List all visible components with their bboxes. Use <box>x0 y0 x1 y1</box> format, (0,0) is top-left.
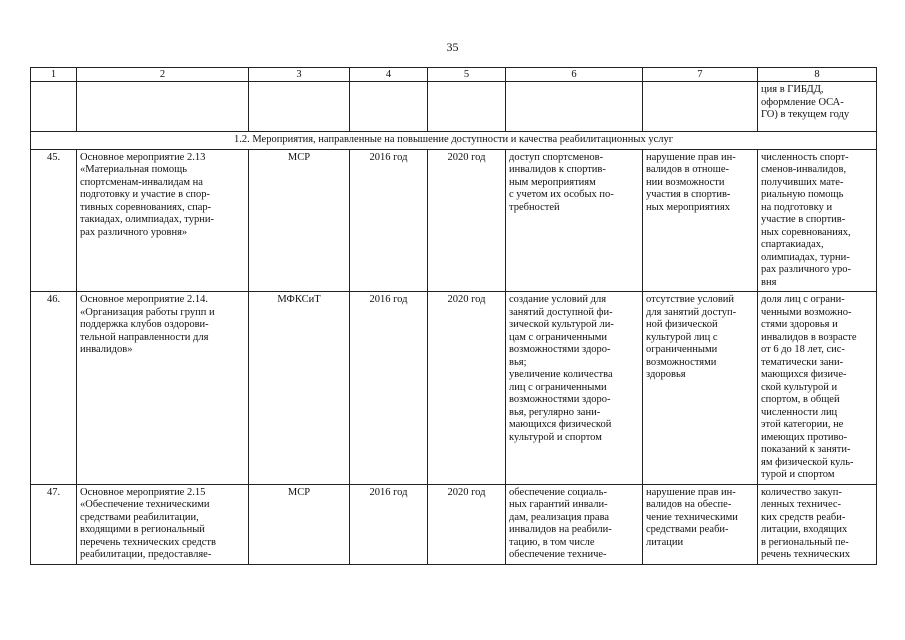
row-number: 45. <box>31 149 77 292</box>
end-year-cell: 2020 год <box>428 292 506 485</box>
column-number-row <box>31 68 877 82</box>
consequence-cell: отсутствие условий для занятий доступ- ной физической культурой лиц с ограниченными возможностями здоровья <box>643 292 758 485</box>
table-row <box>31 149 877 292</box>
section-heading-row <box>31 132 877 150</box>
expected-result-cell: обеспечение социаль- ных гарантий инвали- дам, реализация права инвалидов на реабили- тацию, в том числе обеспечение техниче- <box>506 484 643 564</box>
row-number: 47. <box>31 484 77 564</box>
executor-cell: МСР <box>249 484 350 564</box>
executor-cell: МФКСиТ <box>249 292 350 485</box>
column-number: 4 <box>350 68 428 82</box>
activity-cell: Основное мероприятие 2.13 «Материальная помощь спортсменам-инвалидам на подготовку и участие в спор- тивных соревнованиях, спар- такиадах, олимпиадах, турни- рах различного уровня» <box>77 149 249 292</box>
program-activities-table <box>30 67 877 565</box>
column-number: 6 <box>506 68 643 82</box>
table-row <box>31 484 877 564</box>
column-number: 7 <box>643 68 758 82</box>
activity-cell: Основное мероприятие 2.14. «Организация работы групп и поддержка клубов оздорови- тельной направленности для инвалидов» <box>77 292 249 485</box>
start-year-cell: 2016 год <box>350 149 428 292</box>
end-year-cell: 2020 год <box>428 149 506 292</box>
consequence-cell: нарушение прав ин- валидов на обеспе- чение техническими средствами реаби- литации <box>643 484 758 564</box>
column-number: 5 <box>428 68 506 82</box>
continuation-cell: ция в ГИБДД, оформление ОСА- ГО) в текущем году <box>758 82 877 132</box>
column-number: 1 <box>31 68 77 82</box>
column-number: 3 <box>249 68 350 82</box>
activity-cell: Основное мероприятие 2.15 «Обеспечение техническими средствами реабилитации, входящими в региональный перечень технических средств реабилитации, предоставляе- <box>77 484 249 564</box>
start-year-cell: 2016 год <box>350 484 428 564</box>
indicator-cell: доля лиц с ограни- ченными возможно- стями здоровья и инвалидов в возрасте от 6 до 18 лет, сис- тематически зани- мающихся физиче- ской культурой и спортом, в общей численности лиц этой категории, не имеющих противо- показаний к заняти- ям физической куль- турой и спортом <box>758 292 877 485</box>
indicator-cell: количество закуп- ленных техничес- ких средств реаби- литации, входящих в региональный пе- речень технических <box>758 484 877 564</box>
column-number: 2 <box>77 68 249 82</box>
page-number: 35 <box>446 40 459 54</box>
column-number: 8 <box>758 68 877 82</box>
consequence-cell: нарушение прав ин- валидов в отноше- нии возможности участия в спортив- ных мероприятиях <box>643 149 758 292</box>
end-year-cell: 2020 год <box>428 484 506 564</box>
indicator-cell: численность спорт- сменов-инвалидов, получивших мате- риальную помощь на подготовку и участие в спортив- ных соревнованиях, спартакиадах, олимпиадах, турни- рах различного уро- вня <box>758 149 877 292</box>
start-year-cell: 2016 год <box>350 292 428 485</box>
table-row <box>31 292 877 485</box>
row-number: 46. <box>31 292 77 485</box>
executor-cell: МСР <box>249 149 350 292</box>
section-title: 1.2. Мероприятия, направленные на повышение доступности и качества реабилитационных услуг <box>31 132 877 150</box>
expected-result-cell: создание условий для занятий доступной фи- зической культурой ли- цам с ограниченными возможностями здоро- вья; увеличение количества лиц с ограниченными возможностями здоро- вья, регулярно зани- мающихся физической культурой и спортом <box>506 292 643 485</box>
continuation-row <box>31 82 877 132</box>
expected-result-cell: доступ спортсменов- инвалидов к спортив- ным мероприятиям с учетом их особых по- требностей <box>506 149 643 292</box>
